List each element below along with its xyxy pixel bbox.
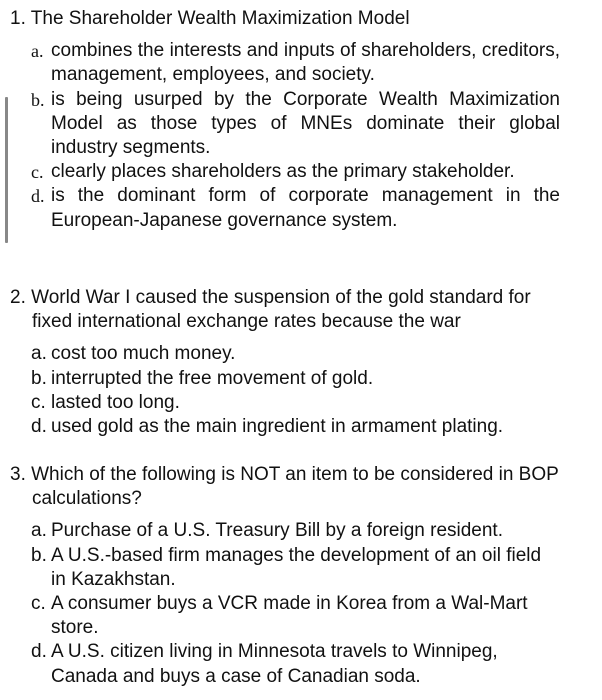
- option-text: interrupted the free movement of gold.: [51, 367, 374, 389]
- option-text: Purchase of a U.S. Treasury Bill by a foreign resident.: [51, 520, 503, 542]
- option-text: A U.S. citizen living in Minnesota travels to Winnipeg, Canada and buys a case of Canadian soda.: [51, 641, 498, 687]
- question-2-option-d: [10, 415, 560, 439]
- question-3-option-c: [10, 592, 560, 640]
- question-1-stem: 1. The Shareholder Wealth Maximization Model: [10, 8, 410, 29]
- option-letter: a.: [31, 343, 47, 365]
- question-1-option-a: [10, 39, 560, 87]
- option-letter: b.: [31, 89, 45, 110]
- question-2-option-c: [10, 391, 560, 415]
- option-letter: a.: [31, 41, 44, 62]
- option-letter: c.: [31, 162, 44, 183]
- question-2-stem: 2. World War I caused the suspension of the gold standard for fixed international exchange rates because the war: [10, 287, 531, 333]
- option-letter: d.: [31, 186, 45, 207]
- question-2-option-a: [10, 342, 560, 366]
- option-text: clearly places shareholders as the primary stakeholder.: [51, 161, 515, 183]
- question-1: [10, 7, 560, 233]
- question-2: [10, 286, 560, 439]
- option-text: cost too much money.: [51, 343, 236, 365]
- question-3-options: [10, 519, 560, 688]
- question-1-options: [10, 39, 560, 233]
- question-3: [10, 463, 560, 689]
- option-text: is the dominant form of corporate management in the European-Japanese governance system.: [51, 185, 560, 231]
- question-1-option-c: [10, 160, 560, 184]
- option-letter: a.: [31, 520, 47, 542]
- question-3-option-d: [10, 640, 560, 688]
- question-3-option-a: [10, 519, 560, 543]
- option-letter: c.: [31, 593, 46, 615]
- question-1-option-d: [10, 184, 560, 232]
- option-text: combines the interests and inputs of shareholders, creditors, management, employees, and society.: [51, 40, 560, 86]
- option-text: is being usurped by the Corporate Wealth Maximization Model as those types of MNEs dominate their global industry segments.: [51, 88, 560, 159]
- option-letter: c.: [31, 391, 46, 413]
- option-text: used gold as the main ingredient in armament plating.: [51, 416, 504, 438]
- option-letter: b.: [31, 544, 47, 566]
- option-text: A U.S.-based firm manages the development of an oil field in Kazakhstan.: [51, 544, 542, 590]
- question-3-stem: 3. Which of the following is NOT an item to be considered in BOP calculations?: [10, 464, 559, 510]
- option-letter: d.: [31, 641, 47, 663]
- question-2-options: [10, 342, 560, 439]
- option-text: lasted too long.: [51, 391, 180, 413]
- question-2-option-b: [10, 367, 560, 391]
- question-3-option-b: [10, 544, 560, 592]
- option-text: A consumer buys a VCR made in Korea from a Wal-Mart store.: [51, 593, 528, 639]
- option-letter: d.: [31, 416, 47, 438]
- question-1-option-b: [10, 88, 560, 161]
- option-letter: b.: [31, 367, 47, 389]
- margin-change-bar: [5, 97, 8, 243]
